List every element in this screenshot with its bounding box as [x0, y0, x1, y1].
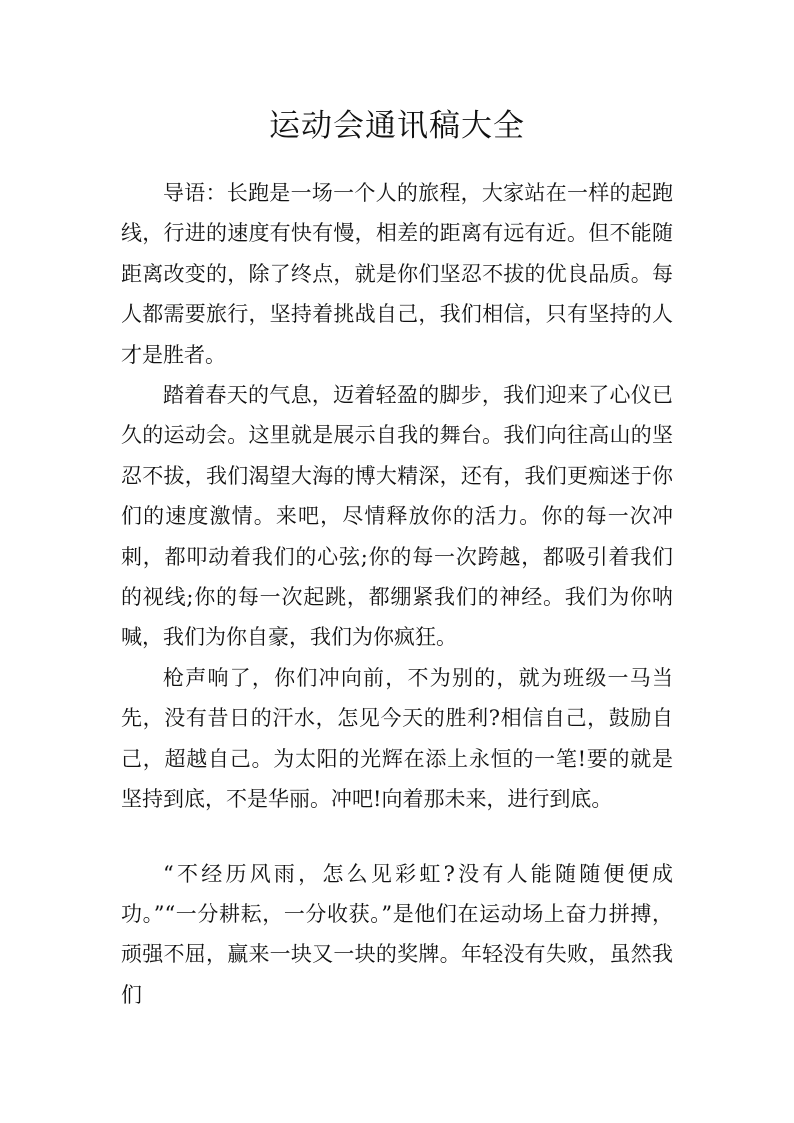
- paragraph-rainbow: “不经历风雨，怎么见彩虹?没有人能随随便便成功。”“一分耕耘，一分收获。”是他们在运动场上奋力拼搏，顽强不屈，赢来一块又一块的奖牌。年轻没有失败，虽然我们: [121, 861, 673, 1007]
- paragraph-gunshot: 枪声响了，你们冲向前，不为别的，就为班级一马当先，没有昔日的汗水，怎见今天的胜利?相信自己，鼓励自己，超越自己。为太阳的光辉在添上永恒的一笔!要的就是坚持到底，不是华丽。冲吧!向着那未来，进行到底。: [121, 665, 673, 812]
- document-title: 运动会通讯稿大全: [269, 108, 525, 144]
- document-body: [121, 173, 673, 1015]
- paragraph-intro: 导语：长跑是一场一个人的旅程，大家站在一样的起跑线，行进的速度有快有慢，相差的距离有远有近。但不能随距离改变的，除了终点，就是你们坚忍不拔的优良品质。每人都需要旅行，坚持着挑战自己，我们相信，只有坚持的人才是胜者。: [121, 181, 673, 367]
- paragraph-spring: 踏着春天的气息，迈着轻盈的脚步，我们迎来了心仪已久的运动会。这里就是展示自我的舞台。我们向往高山的坚忍不拔，我们渴望大海的博大精深，还有，我们更痴迷于你们的速度激情。来吧，尽情释放你的活力。你的每一次冲刺，都叩动着我们的心弦;你的每一次跨越，都吸引着我们的视线;你的每一次起跳，都绷紧我们的神经。我们为你呐喊，我们为你自豪，我们为你疯狂。: [121, 383, 673, 650]
- paragraph-spacer: [121, 820, 673, 854]
